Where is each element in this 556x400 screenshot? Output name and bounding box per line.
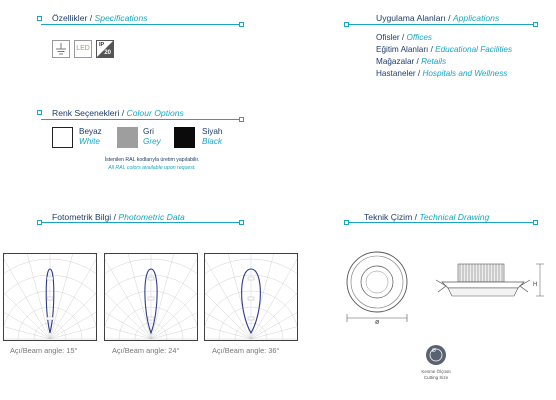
side-view-drawing	[428, 258, 550, 308]
swatch-label-en: Grey	[143, 137, 161, 146]
app-item-offices	[376, 33, 432, 42]
ip20-top: IP	[99, 42, 105, 48]
tech-rule	[348, 222, 536, 223]
tech-title	[364, 212, 489, 222]
app-item-en: Offices	[406, 33, 432, 42]
swatch-white	[52, 127, 73, 148]
cutout-label-en: Cutting Size	[423, 375, 449, 380]
photo-title	[52, 212, 185, 222]
polar-diagram-15	[3, 253, 97, 341]
beam-label-15: Açı/Beam angle: 15°	[10, 346, 78, 355]
diameter-symbol: ø	[375, 319, 380, 326]
colour-title-en: Colour Options	[126, 108, 184, 118]
app-item-en: Retails	[421, 57, 447, 66]
app-item-tr: Hastaneler /	[376, 69, 421, 78]
app-item-tr: Mağazalar /	[376, 57, 419, 66]
spec-title	[52, 13, 148, 23]
app-marker-right	[533, 22, 538, 27]
app-item-en: Hospitals and Wellness	[422, 69, 508, 78]
photo-marker-right	[239, 220, 244, 225]
swatch-label-en: Black	[202, 137, 223, 146]
colour-marker-left	[37, 110, 42, 115]
spec-marker-right	[239, 22, 244, 27]
app-item-tr: Eğitim Alanları /	[376, 45, 433, 54]
led-icon	[74, 40, 92, 58]
app-item-en: Educational Facilities	[435, 45, 513, 54]
beam-label-24: Açı/Beam angle: 24°	[112, 346, 180, 355]
app-title	[376, 13, 499, 23]
spec-title-en: Specifications	[94, 13, 148, 23]
app-item-education	[376, 45, 512, 54]
swatch-black-label	[202, 127, 222, 147]
ral-note-tr: İstenilen RAL kodlarıyla üretim yapılabilir.	[104, 157, 200, 163]
swatch-grey	[117, 127, 138, 148]
app-title-en: Applications	[452, 13, 500, 23]
colour-title-tr: Renk Seçenekleri /	[52, 108, 125, 118]
app-rule	[346, 24, 536, 25]
swatch-grey-label	[143, 127, 161, 147]
ground-icon	[52, 40, 70, 58]
polar-diagram-36	[204, 253, 298, 341]
colour-title	[52, 108, 184, 118]
colour-marker-right	[239, 117, 244, 122]
app-title-tr: Uygulama Alanları /	[376, 13, 451, 23]
app-marker-left	[344, 22, 349, 27]
led-icon-text: LED	[76, 45, 90, 52]
swatch-black	[174, 127, 195, 148]
spec-marker-left	[37, 16, 42, 21]
swatch-label-en: White	[79, 137, 100, 146]
photo-title-en: Photometric Data	[118, 212, 185, 222]
tech-title-tr: Teknik Çizim /	[364, 212, 418, 222]
polar-diagram-24	[104, 253, 198, 341]
ip20-icon	[96, 40, 114, 58]
photo-title-tr: Fotometrik Bilgi /	[52, 212, 116, 222]
ral-note-en: All RAL colors available upon request.	[108, 165, 196, 171]
swatch-label-tr: Siyah	[202, 127, 223, 136]
app-item-tr: Ofisler /	[376, 33, 405, 42]
cutout-icon	[425, 344, 447, 366]
app-item-hospitals	[376, 69, 507, 78]
ip20-bottom: 20	[104, 50, 111, 56]
swatch-white-label	[79, 127, 102, 147]
app-item-retails	[376, 57, 446, 66]
tech-marker-right	[533, 220, 538, 225]
colour-rule	[41, 119, 241, 120]
beam-label-36: Açı/Beam angle: 36°	[212, 346, 280, 355]
tech-title-en: Technical Drawing	[419, 212, 490, 222]
cutout-symbol: Ø	[432, 348, 436, 354]
spec-rule	[41, 24, 241, 25]
swatch-label-tr: Gri	[143, 127, 154, 136]
cutout-label-tr: Kesme Ölçüsü	[421, 369, 451, 374]
photo-rule	[41, 222, 241, 223]
spec-title-tr: Özellikler /	[52, 13, 93, 23]
swatch-label-tr: Beyaz	[79, 127, 102, 136]
height-symbol: H	[533, 282, 538, 288]
